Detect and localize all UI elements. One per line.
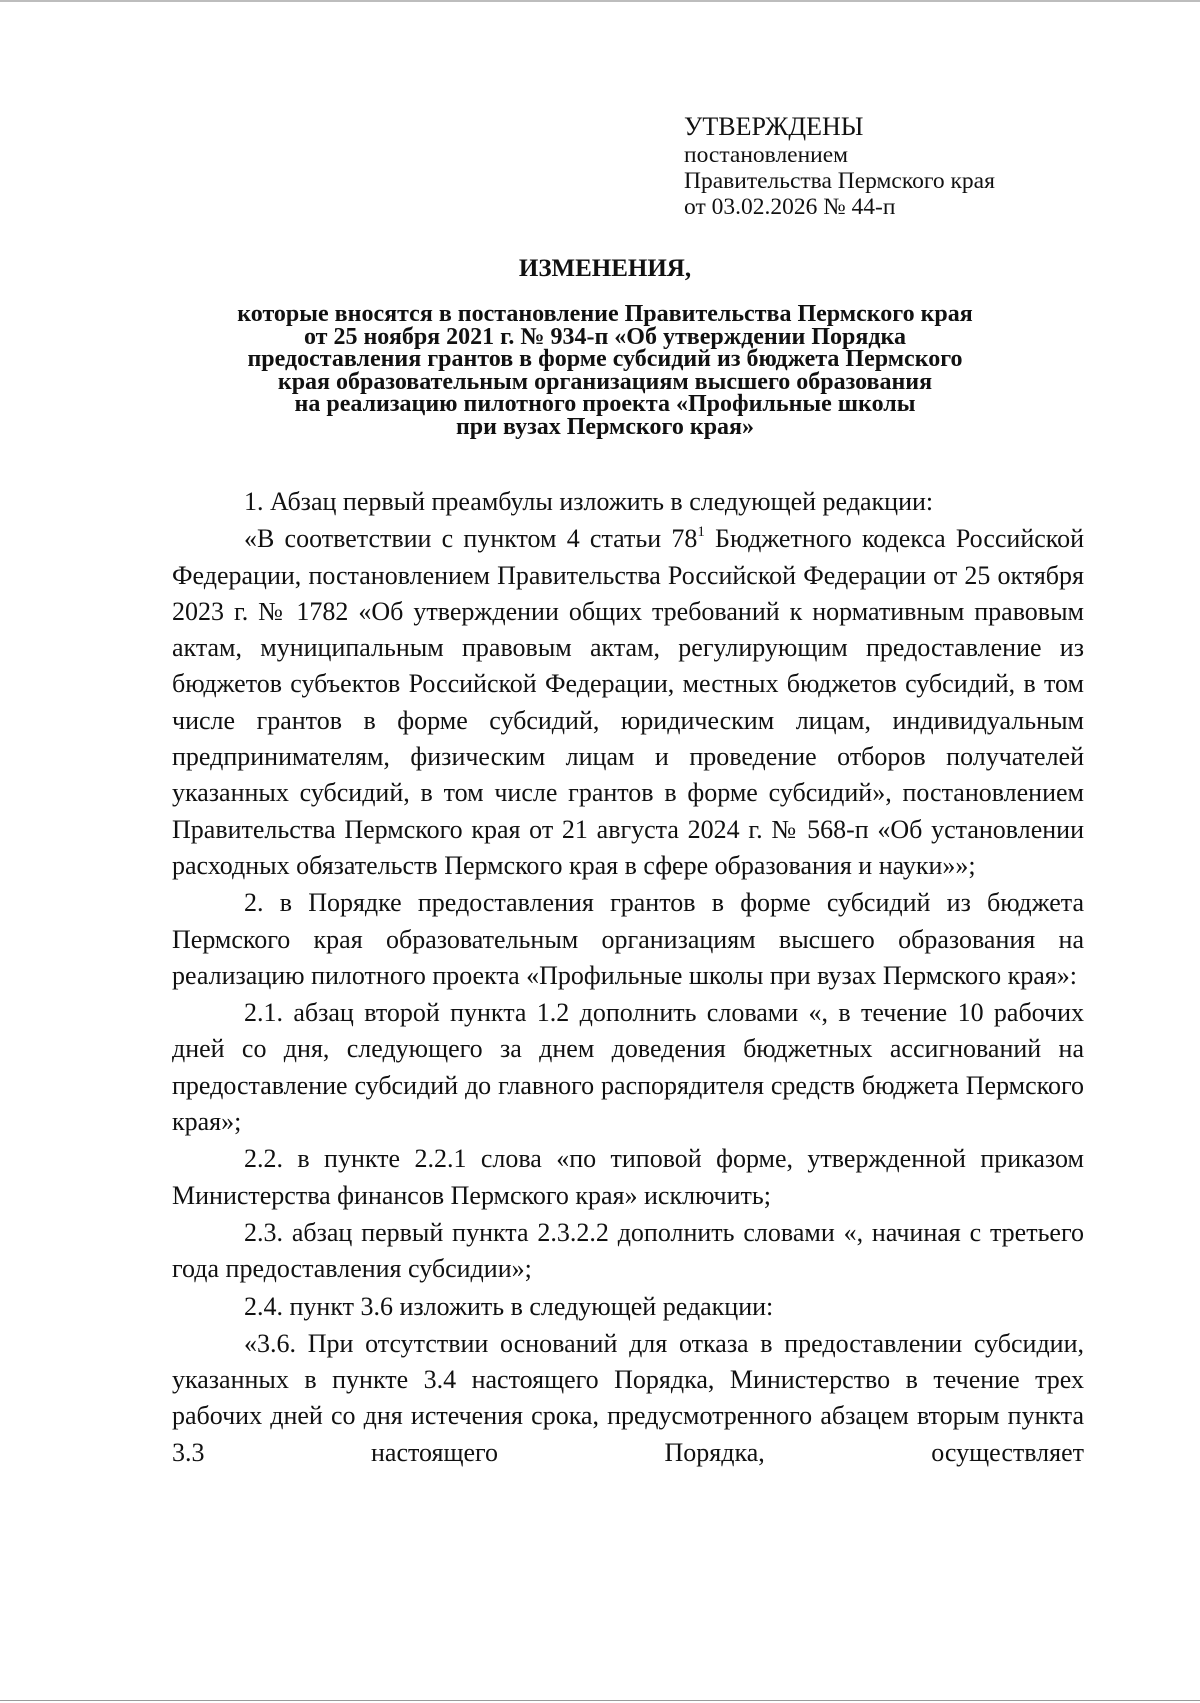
- document-heading: [150, 254, 1060, 438]
- article-superscript: 1: [697, 523, 705, 540]
- document-title: ИЗМЕНЕНИЯ,: [518, 255, 692, 282]
- approval-line: Правительства Пермского края: [684, 168, 995, 194]
- paragraph-1: 1. Абзац первый преамбулы изложить в следующей редакции:: [244, 487, 934, 516]
- heading-line: при вузах Пермского края»: [455, 413, 755, 440]
- page-bottom-edge: [0, 1700, 1200, 1701]
- paragraph-5: 2.2. в пункте 2.2.1 слова «по типовой форме, утвержденной приказом Министерства финансов Пермского края» исключить;: [172, 1144, 1084, 1210]
- paragraph-3: 2. в Порядке предоставления грантов в форме субсидий из бюджета Пермского края образовательным организациям высшего образования на реализацию пилотного проекта «Профильные школы при вузах Пермского края»:: [172, 888, 1084, 990]
- heading-line: от 25 ноября 2021 г. № 934-п «Об утверждении Порядка: [304, 323, 906, 350]
- approval-line: постановлением: [684, 142, 849, 168]
- heading-line: на реализацию пилотного проекта «Профильные школы: [294, 391, 916, 417]
- paragraph-6: 2.3. абзац первый пункта 2.3.2.2 дополнить словами «, начиная с третьего года предоставления субсидии»;: [172, 1217, 1084, 1284]
- paragraph-7: 2.4. пункт 3.6 изложить в следующей редакции:: [244, 1291, 774, 1321]
- approval-date-line: от 03.02.2026 № 44-п: [684, 194, 896, 220]
- heading-line: предоставления грантов в форме субсидий из бюджета Пермского: [247, 346, 963, 372]
- paragraph-2: [172, 521, 1084, 884]
- approval-stamp: [684, 112, 995, 220]
- paragraph-2-start: «В соответствии с пунктом 4 статьи 78: [244, 524, 698, 554]
- paragraph-4: 2.1. абзац второй пункта 1.2 дополнить словами «, в течение 10 рабочих дней со дня, следующего за днем доведения бюджетных ассигнований на предоставление субсидий до главного распорядителя средств бюджета Пермского края»;: [172, 998, 1084, 1137]
- paragraph-8: «3.6. При отсутствии оснований для отказа в предоставлении субсидии, указанных в пункте 3.4 настоящего Порядка, Министерство в течение трех рабочих дней со дня истечения срока, предусмотренного абзацем вторым пункта 3.3 настоящего Порядка, осуществляет: [172, 1328, 1084, 1467]
- page-top-edge: [0, 0, 1200, 2]
- heading-line: которые вносятся в постановление Правительства Пермского края: [237, 301, 973, 327]
- approval-title: УТВЕРЖДЕНЫ: [684, 112, 864, 141]
- document-body: [172, 484, 1084, 1471]
- heading-line: края образовательным организациям высшего образования: [277, 368, 933, 395]
- paragraph-2-rest: Бюджетного кодекса Российской Федерации, постановлением Правительства Российской Федерации от 25 октября 2023 г. № 1782 «Об утверждении общих требований к нормативным правовым актам, муниципальным правовым актам, регулирующим предоставление из бюджетов субъектов Российской Федерации, местных бюджетов субсидий, в том числе грантов в форме субсидий, юридическим лицам, индивидуальным предпринимателям, физическим лицам и проведение отборов получателей указанных субсидий, в том числе грантов в форме субсидий», постановлением Правительства Пермского края от 21 августа 2024 г. № 568-п «Об установлении расходных обязательств Пермского края в сфере образования и науки»»;: [172, 524, 1084, 880]
